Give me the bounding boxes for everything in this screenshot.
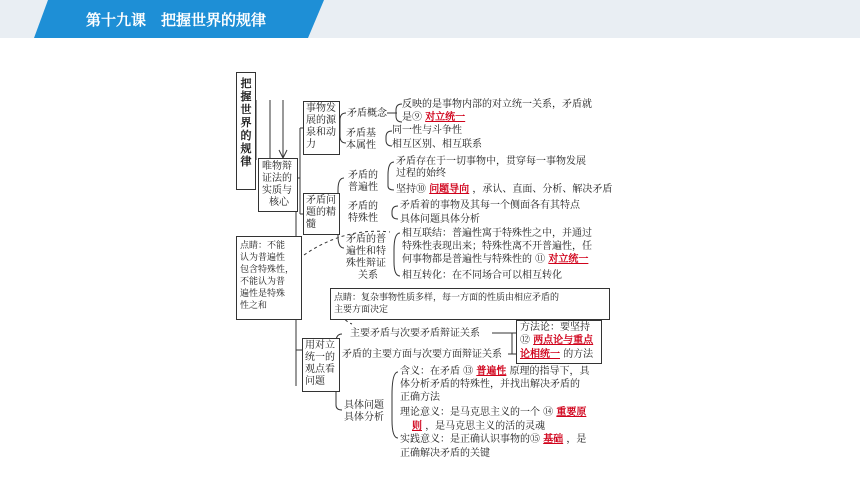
blank-12-a: 两点论与重点: [533, 335, 594, 346]
relation-text-line4: 相互转化：在不同场合可以相互转化: [402, 270, 562, 281]
node-relation-line1: 矛盾的普: [346, 234, 386, 245]
concept-text-line2: [402, 112, 465, 124]
relation-text-line1: 相互联结：普遍性寓于特殊性之中，并通过: [402, 228, 592, 239]
node-unity: [302, 338, 340, 392]
concrete-line1-suffix: 原理的指导下，具: [509, 366, 590, 377]
method-box: [516, 320, 602, 364]
node-unity-line4: 问题: [305, 376, 325, 387]
blank-13: 普遍性: [476, 366, 507, 377]
concrete-line1-prefix: 含义：在矛盾 ⑬: [400, 366, 477, 377]
node-source-line3: 泉和动: [306, 127, 336, 138]
universal-text-suffix: ，承认、直面、分析、解决矛盾: [472, 184, 613, 195]
universal-text-line1: 矛盾存在于一切事物中，贯穿每一事物发展: [396, 156, 586, 167]
particular-text-line1: 矛盾着的事物及其每一个侧面各有其特点: [400, 200, 580, 211]
main-aspect-label: 矛盾的主要方面与次要方面辩证关系: [342, 349, 502, 360]
concrete-text-line6: [400, 434, 586, 446]
concrete-text-line2: 体分析矛盾的特殊性，并找出解决矛盾的: [400, 379, 580, 390]
note-left-line2: 认为普遍性: [240, 253, 286, 263]
method-line1: 方法论：要坚持: [520, 322, 590, 333]
note-left-line4: 不能认为普: [240, 277, 286, 287]
node-universal-line1: 矛盾的: [348, 170, 378, 181]
page-title: 第十九课 把握世界的规律: [86, 11, 267, 29]
note-middle: [330, 288, 610, 320]
node-dialectics-line1: 唯物辩: [262, 161, 292, 172]
note-left-line3: 包含特殊性，: [240, 265, 295, 275]
node-problem: [303, 193, 340, 235]
node-concrete-line1: 具体问题: [344, 400, 384, 411]
note-middle-line1: 点睛：复杂事物性质多样，每一方面的性质由相应矛盾的: [334, 293, 560, 303]
method-prefix: ⑫: [520, 335, 534, 346]
particular-text-line2: 具体问题具体分析: [400, 214, 480, 225]
concrete-line4-prefix: 理论意义：是马克思主义的一个 ⑭: [400, 407, 557, 418]
node-relation-line3: 殊性辩证: [346, 258, 386, 269]
blank-12-b: 论相统一: [520, 349, 560, 360]
node-unity-line3: 观点看: [305, 364, 335, 375]
blank-9: 对立统一: [425, 112, 466, 123]
universal-text-line2: 过程的始终: [396, 168, 446, 179]
node-unity-line1: 用对立: [305, 340, 335, 351]
node-concrete-line2: 具体分析: [344, 412, 384, 423]
node-universal-line2: 普遍性: [348, 182, 378, 193]
node-problem-line1: 矛盾问: [306, 195, 336, 206]
node-dialectics-line2: 证法的: [262, 173, 292, 184]
relation-text-prefix: 何事物都是普遍性与特殊性的 ⑪: [402, 254, 549, 265]
node-source-line1: 事物发: [306, 103, 336, 114]
blank-15: 基础: [543, 434, 564, 445]
concept-text-line1: 反映的是事物内部的对立统一关系，矛盾就: [402, 99, 592, 110]
concrete-text-line7: 正确解决矛盾的关键: [400, 448, 490, 459]
main-secondary-label: 主要矛盾与次要矛盾辩证关系: [350, 328, 480, 339]
method-line2: [520, 335, 593, 347]
node-attributes-line2: 本属性: [346, 140, 376, 151]
node-relation-line4: 关系: [358, 270, 378, 281]
concrete-line5-suffix: ，是马克思主义的活的灵魂: [425, 421, 546, 432]
node-source-line4: 力: [306, 139, 316, 150]
concrete-line6-prefix: 实践意义：是正确认识事物的⑮: [400, 434, 544, 445]
note-left-line5: 遍性是特殊: [240, 289, 286, 299]
node-source: [303, 101, 340, 155]
root-label: 把 握 世 界 的 规 律: [240, 77, 252, 168]
concrete-line6-suffix: ，是: [566, 434, 587, 445]
node-concept: 矛盾概念: [347, 108, 387, 119]
method-line3: [520, 349, 593, 361]
concrete-text-line3: 正确方法: [400, 392, 440, 403]
root-node: [236, 72, 256, 190]
concrete-text-line4: [400, 407, 586, 419]
node-dialectics-line4: 核心: [269, 197, 289, 208]
node-dialectics: [258, 158, 298, 212]
note-middle-line2: 主要方面决定: [334, 305, 389, 315]
node-relation-line2: 遍性和特: [346, 246, 386, 257]
node-source-line2: 展的源: [306, 115, 336, 126]
concrete-text-line5: [412, 421, 545, 433]
concept-text-prefix: 是⑨: [402, 112, 422, 123]
node-problem-line2: 题的精: [306, 207, 336, 218]
node-particular-line1: 矛盾的: [348, 201, 378, 212]
universal-text-line3: [396, 184, 612, 196]
attr-item-2: 相互区别、相互联系: [392, 139, 482, 150]
blank-14-a: 重要原: [556, 407, 587, 418]
blank-14-b: 则: [412, 421, 422, 432]
blank-10: 问题导向: [429, 184, 470, 195]
node-dialectics-line3: 实质与: [262, 185, 292, 196]
universal-text-prefix: 坚持⑩: [396, 184, 426, 195]
blank-11: 对立统一: [548, 254, 589, 265]
note-left-line6: 性之和: [240, 301, 268, 311]
relation-text-line3: [402, 254, 588, 266]
attr-item-1: 同一性与斗争性: [392, 125, 462, 136]
node-problem-line3: 髓: [306, 219, 316, 230]
note-left-line1: 点睛：不能: [240, 241, 286, 251]
node-attributes-line1: 矛盾基: [346, 128, 376, 139]
concrete-text-line1: [400, 366, 590, 378]
relation-text-line2: 特殊性表现出来；特殊性离不开普遍性，任: [402, 241, 592, 252]
node-unity-line2: 统一的: [305, 352, 335, 363]
node-particular-line2: 特殊性: [348, 213, 378, 224]
note-left: [236, 236, 302, 320]
method-suffix: 的方法: [563, 349, 594, 360]
